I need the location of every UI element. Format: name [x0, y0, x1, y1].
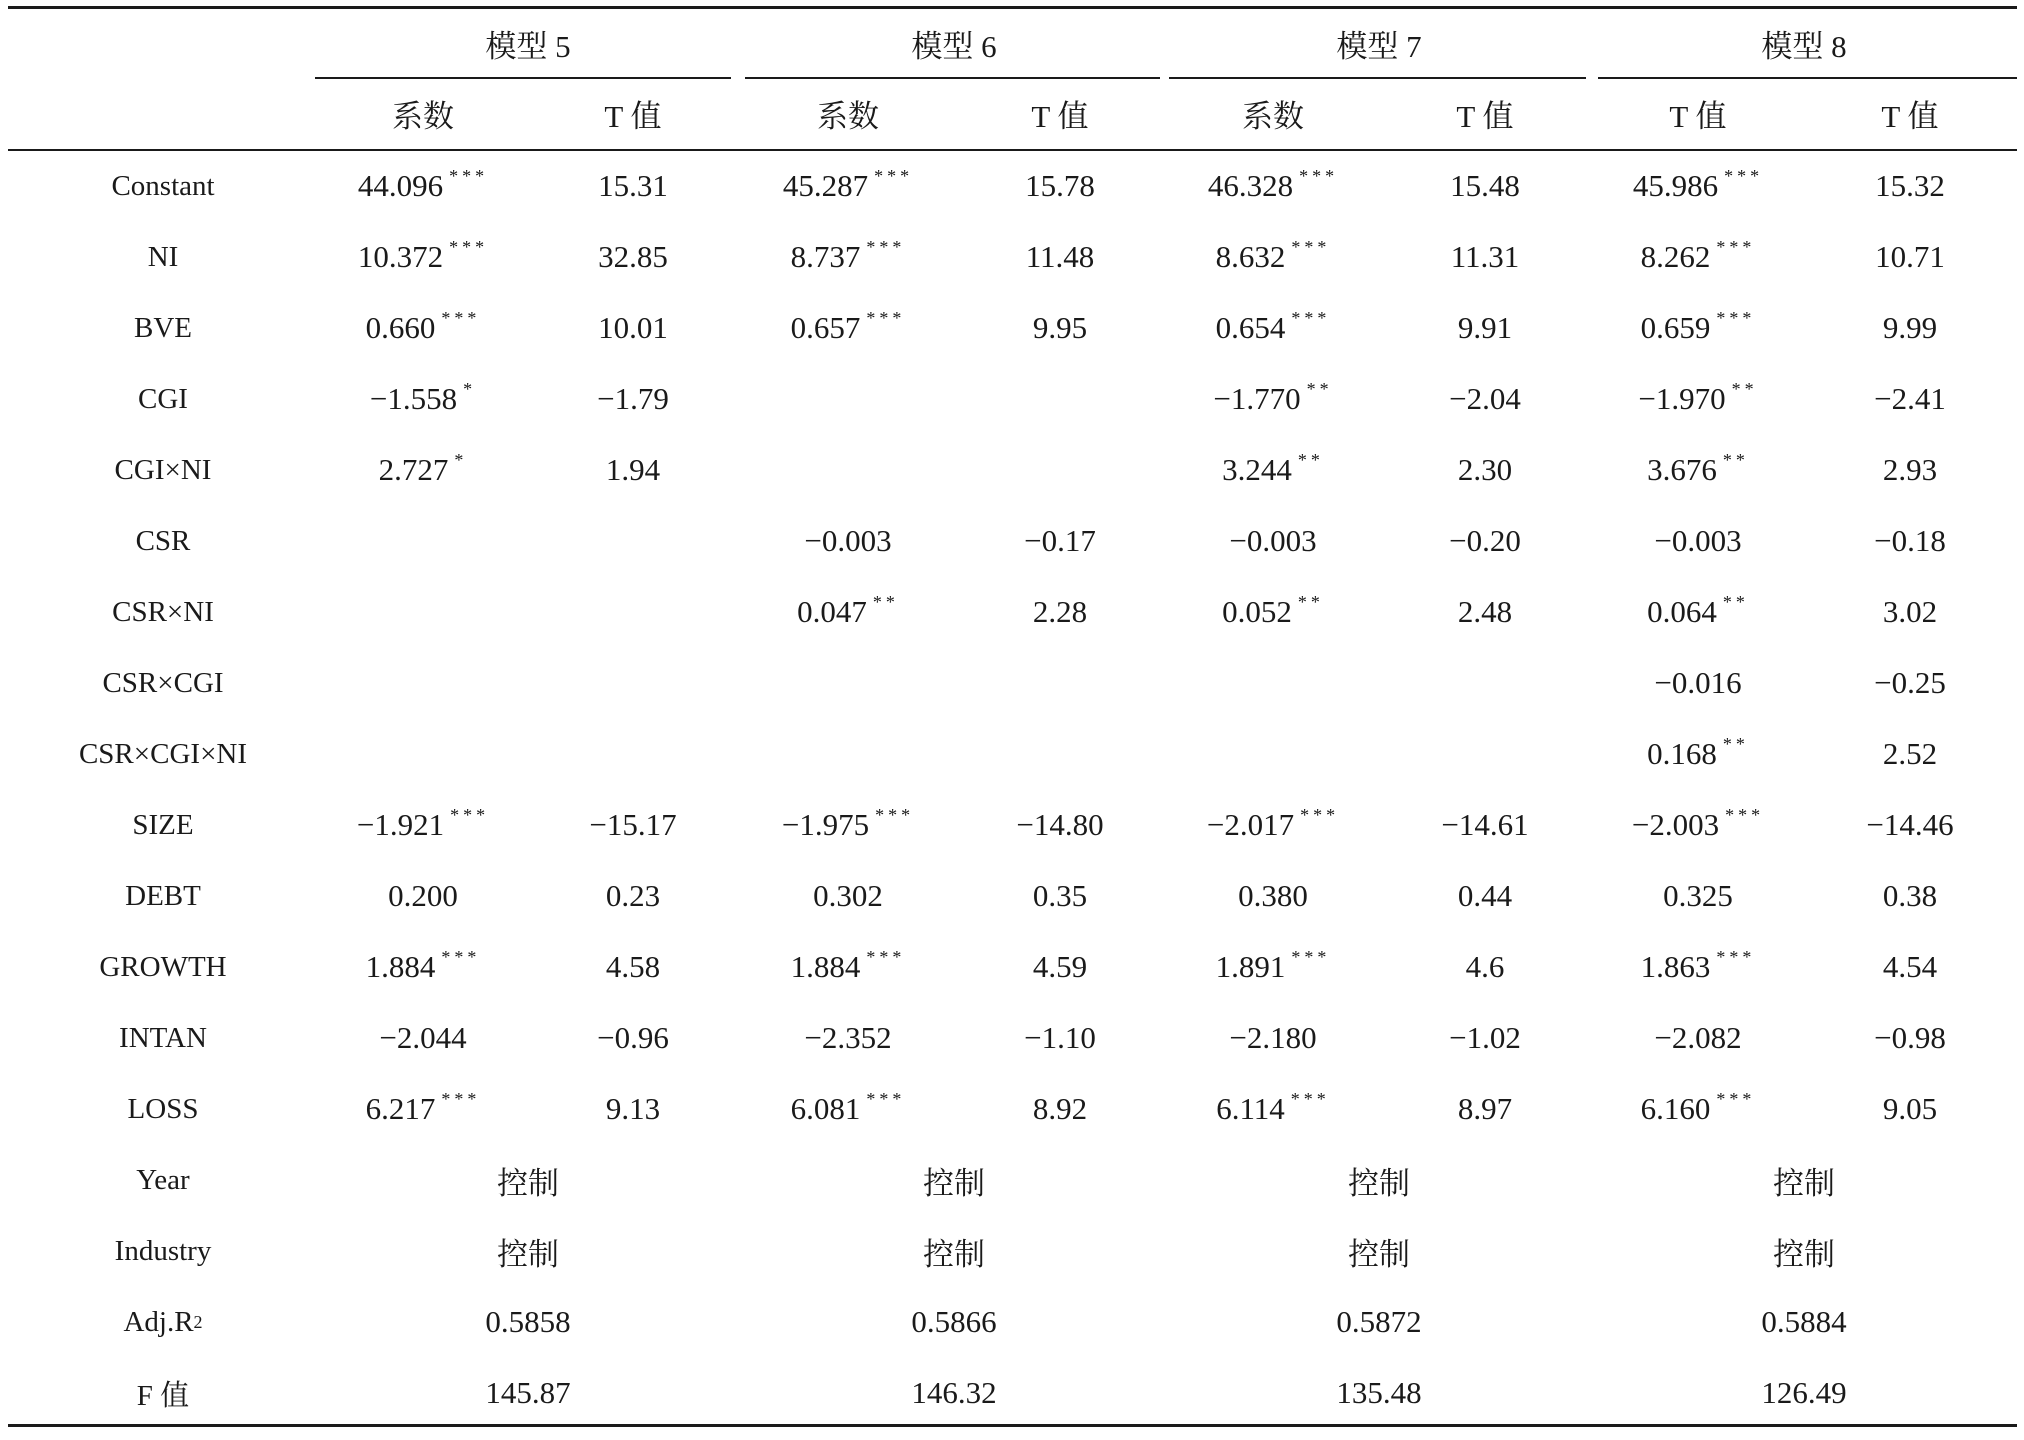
table-cell	[528, 1079, 738, 1139]
cell-value: 6.081	[790, 1091, 861, 1126]
significance-stars: ***	[866, 1088, 906, 1109]
table-cell	[528, 298, 738, 358]
table-cell	[528, 866, 738, 926]
cell-value: 15.31	[598, 168, 668, 203]
spanning-cell: 控制	[1773, 1236, 1835, 1272]
model-header-underline	[315, 77, 731, 79]
column-header: T 值	[1456, 98, 1514, 134]
cell-value: −2.41	[1874, 381, 1946, 416]
cell-value: 1.884	[790, 949, 861, 984]
significance-stars: ***	[866, 946, 906, 967]
cell-value: 1.891	[1215, 949, 1286, 984]
cell-value: 1.94	[605, 452, 661, 487]
significance-stars: **	[1306, 378, 1333, 399]
cell-value: −2.180	[1229, 1020, 1317, 1055]
table-cell	[1805, 298, 2015, 358]
table-cell	[955, 298, 1165, 358]
significance-stars: ***	[1716, 307, 1756, 328]
table-cell	[743, 511, 953, 571]
model-header: 模型 8	[1761, 28, 1847, 64]
significance-stars: ***	[866, 236, 906, 257]
table-cell	[1805, 866, 2015, 926]
cell-value: 45.986	[1632, 168, 1719, 203]
row-label: NI	[147, 240, 179, 273]
table-cell	[1380, 795, 1590, 855]
cell-value: −0.18	[1874, 523, 1946, 558]
top-rule	[8, 6, 2017, 9]
row-label: CSR	[135, 524, 191, 557]
cell-value: 46.328	[1207, 168, 1294, 203]
cell-value: −14.80	[1016, 807, 1104, 842]
cell-value: −2.003	[1631, 807, 1720, 842]
cell-value: −0.25	[1874, 665, 1946, 700]
significance-stars: **	[1722, 449, 1749, 470]
table-cell	[1168, 227, 1378, 287]
cell-value: 15.78	[1025, 168, 1095, 203]
spanning-cell: 0.5884	[1761, 1304, 1847, 1339]
cell-value: −1.10	[1024, 1020, 1096, 1055]
significance-stars: ***	[1725, 804, 1765, 825]
cell-value: −2.017	[1206, 807, 1295, 842]
cell-value: −1.770	[1213, 381, 1301, 416]
model-header: 模型 6	[911, 28, 997, 64]
cell-value: 2.48	[1457, 594, 1513, 629]
cell-value: 0.23	[605, 878, 661, 913]
cell-value: 2.52	[1882, 736, 1938, 771]
row-label: Constant	[111, 169, 215, 202]
row-label-text: Year	[136, 1163, 190, 1196]
significance-stars: *	[463, 378, 477, 399]
table-cell	[1805, 156, 2015, 216]
cell-value: 0.35	[1032, 878, 1088, 913]
cell-value: 0.38	[1882, 878, 1938, 913]
table-cell	[1168, 511, 1378, 571]
cell-value: −15.17	[589, 807, 677, 842]
table-cell	[1380, 937, 1590, 997]
spanning-cell: 0.5858	[485, 1304, 571, 1339]
table-cell	[1168, 298, 1378, 358]
cell-value: 0.302	[813, 878, 883, 913]
column-header: T 值	[1031, 98, 1089, 134]
cell-value: 3.676	[1647, 452, 1717, 487]
table-cell	[1168, 795, 1378, 855]
table-cell	[318, 1008, 528, 1068]
cell-value: 0.325	[1663, 878, 1733, 913]
table-cell	[528, 156, 738, 216]
cell-value: −2.352	[804, 1020, 892, 1055]
cell-value: 2.30	[1457, 452, 1513, 487]
spanning-cell: 控制	[923, 1236, 985, 1272]
cell-value: 44.096	[357, 168, 444, 203]
cell-value: 2.93	[1882, 452, 1938, 487]
spanning-cell: 控制	[497, 1236, 559, 1272]
table-cell	[1380, 440, 1590, 500]
row-label: CGI×NI	[114, 453, 212, 486]
cell-value: 32.85	[598, 239, 668, 274]
significance-stars: ***	[1724, 165, 1764, 186]
cell-value: 0.657	[790, 310, 861, 345]
row-label: DEBT	[125, 879, 201, 912]
cell-value: 2.28	[1032, 594, 1088, 629]
significance-stars: ***	[441, 307, 481, 328]
significance-stars: ***	[1716, 946, 1756, 967]
table-cell	[528, 937, 738, 997]
cell-value: 9.13	[605, 1091, 661, 1126]
bottom-rule	[8, 1424, 2017, 1427]
table-cell	[318, 795, 528, 855]
cell-value: −2.082	[1654, 1020, 1742, 1055]
table-cell	[955, 937, 1165, 997]
table-cell	[318, 227, 528, 287]
row-label: CSR×CGI×NI	[78, 737, 248, 770]
cell-value: −1.975	[781, 807, 870, 842]
cell-value: 4.6	[1465, 949, 1505, 984]
table-cell	[1805, 937, 2015, 997]
table-cell	[955, 795, 1165, 855]
table-cell	[955, 582, 1165, 642]
significance-stars: ***	[874, 165, 914, 186]
row-label	[13, 1150, 313, 1210]
row-label	[13, 1292, 313, 1352]
table-cell	[955, 1008, 1165, 1068]
cell-value: 0.659	[1640, 310, 1711, 345]
table-cell	[1380, 369, 1590, 429]
cell-value: 10.71	[1875, 239, 1945, 274]
cell-value: −1.921	[356, 807, 445, 842]
table-cell	[1805, 227, 2015, 287]
table-cell	[318, 866, 528, 926]
significance-stars: ***	[1299, 165, 1339, 186]
cell-value: 10.372	[357, 239, 444, 274]
cell-value: 2.727	[378, 452, 449, 487]
table-cell	[1805, 440, 2015, 500]
cell-value: −0.003	[1654, 523, 1742, 558]
spanning-cell: 控制	[1348, 1236, 1410, 1272]
cell-value: 0.44	[1457, 878, 1513, 913]
cell-value: 0.052	[1222, 594, 1292, 629]
cell-value: −1.558	[369, 381, 458, 416]
significance-stars: ***	[1716, 1088, 1756, 1109]
row-label: LOSS	[127, 1092, 199, 1125]
significance-stars: ***	[866, 307, 906, 328]
table-cell	[1593, 937, 1803, 997]
significance-stars: **	[872, 591, 899, 612]
table-cell	[1593, 795, 1803, 855]
significance-stars: ***	[1291, 236, 1331, 257]
spanning-cell: 控制	[1773, 1165, 1835, 1201]
table-cell	[955, 1079, 1165, 1139]
cell-value: 6.217	[365, 1091, 436, 1126]
cell-value: 3.02	[1882, 594, 1938, 629]
spanning-cell: 0.5872	[1336, 1304, 1422, 1339]
table-cell	[1593, 866, 1803, 926]
cell-value: −0.016	[1654, 665, 1742, 700]
cell-value: 45.287	[782, 168, 869, 203]
significance-stars: **	[1722, 733, 1749, 754]
table-cell	[955, 511, 1165, 571]
row-label	[13, 1221, 313, 1281]
table-cell	[528, 1008, 738, 1068]
cell-value: 8.92	[1032, 1091, 1088, 1126]
row-label: SIZE	[132, 808, 194, 841]
table-cell	[1593, 298, 1803, 358]
table-cell	[1593, 156, 1803, 216]
table-cell	[318, 369, 528, 429]
cell-value: 6.160	[1640, 1091, 1711, 1126]
significance-stars: ***	[1291, 307, 1331, 328]
cell-value: −0.96	[597, 1020, 669, 1055]
table-cell	[1168, 937, 1378, 997]
row-label-text: Adj.R	[123, 1305, 194, 1338]
cell-value: 4.59	[1032, 949, 1088, 984]
table-cell	[528, 795, 738, 855]
spanning-cell: 控制	[1348, 1165, 1410, 1201]
cell-value: −1.02	[1449, 1020, 1521, 1055]
table-cell	[1380, 156, 1590, 216]
table-cell	[743, 1079, 953, 1139]
table-cell	[1380, 227, 1590, 287]
table-cell	[1805, 369, 2015, 429]
table-cell	[1380, 1079, 1590, 1139]
table-cell	[318, 440, 528, 500]
table-cell	[1593, 511, 1803, 571]
cell-value: 9.99	[1882, 310, 1938, 345]
table-cell	[743, 1008, 953, 1068]
table-cell	[955, 866, 1165, 926]
table-cell	[1168, 156, 1378, 216]
table-cell	[1168, 369, 1378, 429]
cell-value: 4.58	[605, 949, 661, 984]
cell-value: −14.46	[1866, 807, 1954, 842]
cell-value: 9.95	[1032, 310, 1088, 345]
table-cell	[1593, 582, 1803, 642]
spanning-cell: 146.32	[911, 1375, 997, 1410]
table-cell	[743, 866, 953, 926]
table-cell	[1380, 298, 1590, 358]
cell-value: −0.003	[1229, 523, 1317, 558]
significance-stars: ***	[441, 946, 481, 967]
table-cell	[1805, 582, 2015, 642]
model-header: 模型 7	[1336, 28, 1422, 64]
column-header: 系数	[392, 98, 454, 134]
table-cell	[743, 298, 953, 358]
cell-value: −0.17	[1024, 523, 1096, 558]
table-cell	[1593, 369, 1803, 429]
table-cell	[1168, 1008, 1378, 1068]
table-cell	[955, 156, 1165, 216]
cell-value: 6.114	[1216, 1091, 1285, 1126]
table-cell	[1380, 866, 1590, 926]
table-cell	[1805, 1079, 2015, 1139]
cell-value: −14.61	[1441, 807, 1529, 842]
spanning-cell: 135.48	[1336, 1375, 1422, 1410]
table-cell	[1805, 653, 2015, 713]
cell-value: −2.044	[379, 1020, 467, 1055]
significance-stars: ***	[1716, 236, 1756, 257]
cell-value: 0.654	[1215, 310, 1286, 345]
table-cell	[318, 1079, 528, 1139]
cell-value: −1.79	[597, 381, 669, 416]
row-label-text: F 值	[136, 1379, 190, 1412]
table-cell	[1593, 227, 1803, 287]
cell-value: 4.54	[1882, 949, 1938, 984]
cell-value: 9.91	[1457, 310, 1513, 345]
significance-stars: *	[454, 449, 468, 470]
table-cell	[528, 369, 738, 429]
significance-stars: ***	[449, 165, 489, 186]
cell-value: 15.48	[1450, 168, 1520, 203]
cell-value: 0.064	[1647, 594, 1717, 629]
cell-value: 1.863	[1640, 949, 1711, 984]
table-cell	[743, 582, 953, 642]
table-cell	[1593, 440, 1803, 500]
table-cell	[1380, 582, 1590, 642]
table-cell	[1168, 440, 1378, 500]
cell-value: 8.737	[790, 239, 861, 274]
column-header: T 值	[604, 98, 662, 134]
table-cell	[1593, 724, 1803, 784]
significance-stars: ***	[449, 236, 489, 257]
cell-value: 11.48	[1025, 239, 1095, 274]
spanning-cell: 0.5866	[911, 1304, 997, 1339]
significance-stars: ***	[450, 804, 490, 825]
row-label: BVE	[134, 311, 192, 344]
model-header-underline	[1598, 77, 2017, 79]
significance-stars: **	[1297, 591, 1324, 612]
table-cell	[318, 298, 528, 358]
table-cell	[1805, 1008, 2015, 1068]
model-header-underline	[745, 77, 1160, 79]
column-header: 系数	[817, 98, 879, 134]
table-cell	[743, 937, 953, 997]
cell-value: −0.20	[1449, 523, 1521, 558]
superscript: 2	[193, 1311, 203, 1332]
table-cell	[743, 227, 953, 287]
spanning-cell: 控制	[923, 1165, 985, 1201]
spanning-cell: 145.87	[485, 1375, 571, 1410]
column-header: 系数	[1242, 98, 1304, 134]
significance-stars: ***	[1290, 1088, 1330, 1109]
table-cell	[1168, 582, 1378, 642]
column-header: T 值	[1881, 98, 1939, 134]
table-cell	[318, 937, 528, 997]
table-cell	[743, 795, 953, 855]
table-cell	[1380, 1008, 1590, 1068]
cell-value: 0.200	[388, 878, 458, 913]
table-cell	[528, 227, 738, 287]
cell-value: 0.380	[1238, 878, 1308, 913]
cell-value: 0.047	[797, 594, 867, 629]
table-cell	[1593, 1008, 1803, 1068]
row-label	[13, 1363, 313, 1423]
model-header-underline	[1169, 77, 1586, 79]
cell-value: 3.244	[1222, 452, 1292, 487]
table-cell	[743, 156, 953, 216]
row-label-text: Industry	[114, 1234, 212, 1267]
cell-value: −2.04	[1449, 381, 1521, 416]
row-label: GROWTH	[99, 950, 227, 983]
cell-value: 8.97	[1457, 1091, 1513, 1126]
cell-value: 8.262	[1640, 239, 1711, 274]
cell-value: 11.31	[1450, 239, 1520, 274]
significance-stars: ***	[875, 804, 915, 825]
significance-stars: ***	[1291, 946, 1331, 967]
header-rule	[8, 149, 2017, 151]
significance-stars: **	[1722, 591, 1749, 612]
cell-value: 0.168	[1647, 736, 1717, 771]
table-cell	[1805, 511, 2015, 571]
cell-value: −0.98	[1874, 1020, 1946, 1055]
significance-stars: **	[1297, 449, 1324, 470]
table-cell	[955, 227, 1165, 287]
table-cell	[1805, 724, 2015, 784]
row-label: CSR×NI	[112, 595, 214, 628]
table-cell	[1805, 795, 2015, 855]
cell-value: 0.660	[365, 310, 436, 345]
significance-stars: **	[1731, 378, 1758, 399]
table-cell	[1593, 1079, 1803, 1139]
table-cell	[1380, 511, 1590, 571]
model-header: 模型 5	[485, 28, 571, 64]
cell-value: −0.003	[804, 523, 892, 558]
significance-stars: ***	[1300, 804, 1340, 825]
row-label: CSR×CGI	[102, 666, 224, 699]
column-header: T 值	[1669, 98, 1727, 134]
table-cell	[1168, 866, 1378, 926]
cell-value: −1.970	[1638, 381, 1726, 416]
table-cell	[318, 156, 528, 216]
row-label: CGI	[138, 382, 188, 415]
row-label: INTAN	[119, 1021, 207, 1054]
cell-value: 15.32	[1875, 168, 1945, 203]
spanning-cell: 控制	[497, 1165, 559, 1201]
table-cell	[1168, 1079, 1378, 1139]
table-cell	[528, 440, 738, 500]
cell-value: 9.05	[1882, 1091, 1938, 1126]
significance-stars: ***	[441, 1088, 481, 1109]
spanning-cell: 126.49	[1761, 1375, 1847, 1410]
cell-value: 8.632	[1215, 239, 1286, 274]
cell-value: 10.01	[598, 310, 668, 345]
table-cell	[1593, 653, 1803, 713]
cell-value: 1.884	[365, 949, 436, 984]
